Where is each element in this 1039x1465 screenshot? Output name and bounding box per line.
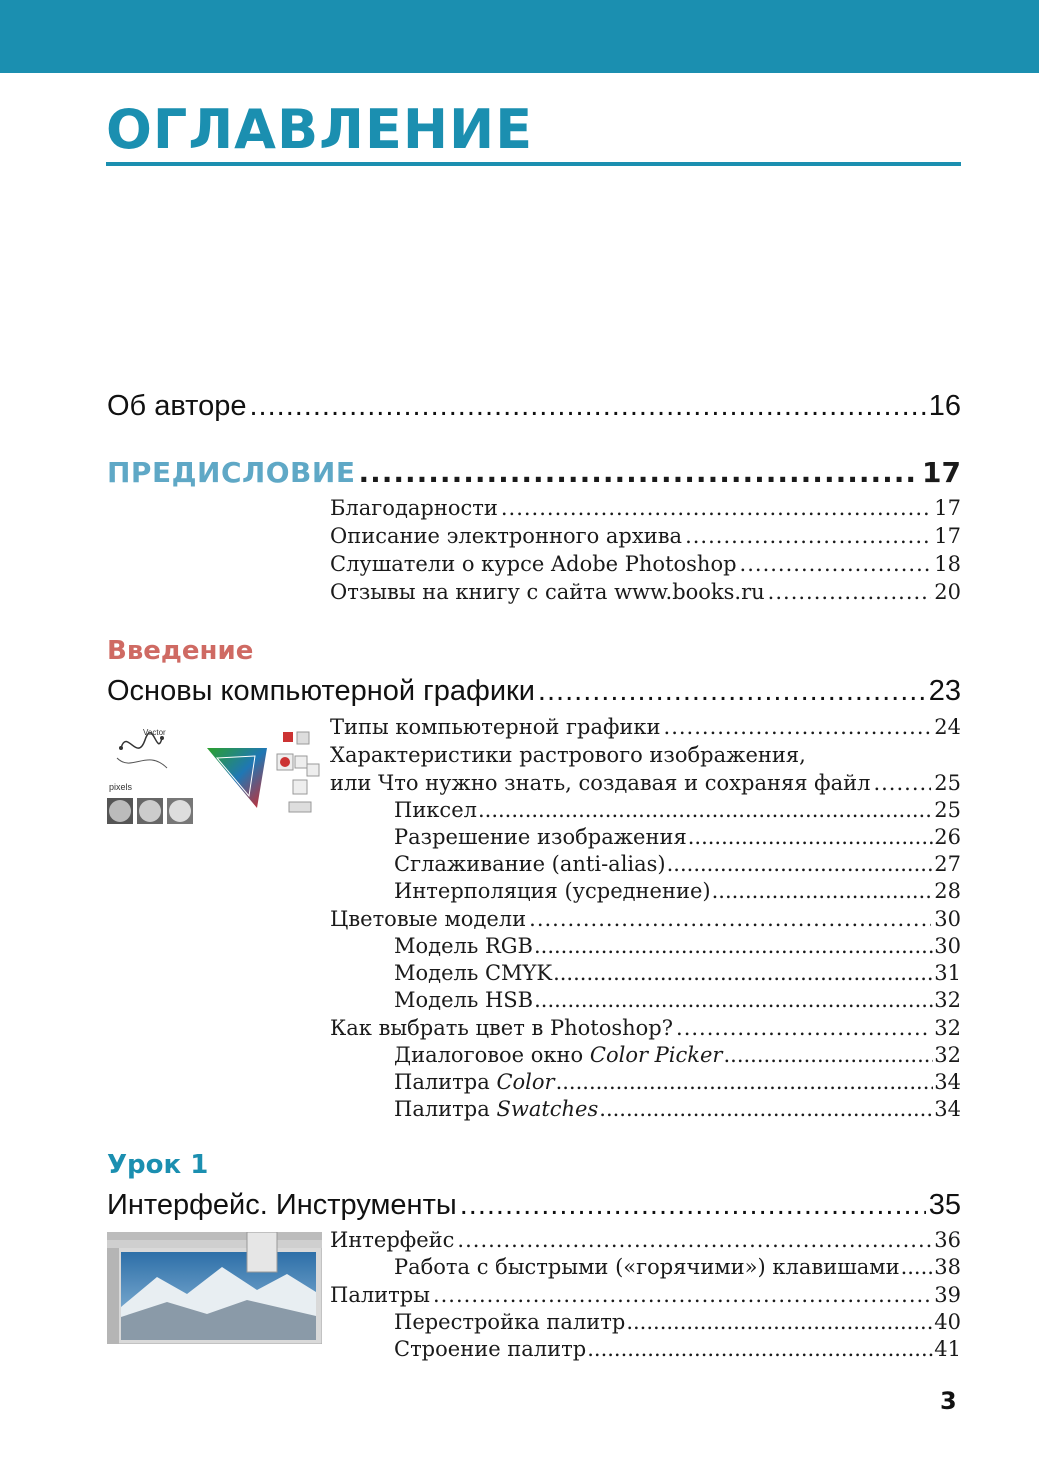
toc-label: Благодарности (330, 496, 498, 520)
toc-leader (556, 1070, 934, 1094)
toc-leader (534, 988, 933, 1012)
graphics-illustration (107, 718, 322, 830)
toc-label: Палитра Swatches (394, 1097, 599, 1121)
toc-label: Модель RGB (394, 934, 533, 958)
toc-page: 17 (922, 456, 961, 489)
toc-label: Описание электронного архива (330, 524, 683, 548)
toc-leader (534, 934, 933, 958)
toc-entry[interactable] (394, 1070, 961, 1094)
toc-page: 23 (928, 675, 961, 707)
toc-page: 32 (934, 1043, 961, 1067)
toc-leader (553, 961, 933, 985)
toc-entry[interactable] (330, 580, 961, 604)
toc-entry[interactable] (394, 879, 961, 903)
toc-leader (688, 825, 934, 849)
toc-leader (901, 1255, 934, 1279)
toc-entry-intro-title[interactable] (107, 675, 961, 708)
toc-entry[interactable] (330, 907, 961, 931)
toc-leader (667, 852, 934, 876)
toc-leader (538, 675, 926, 708)
toc-leader (626, 1310, 933, 1334)
toc-label: Об авторе (107, 390, 247, 422)
toc-leader (358, 456, 919, 489)
toc-label: или Что нужно знать, создавая и сохраняя файл (330, 771, 871, 795)
lesson1-figure (107, 1232, 322, 1344)
toc-page: 16 (928, 390, 961, 422)
page-title: ОГЛАВЛЕНИЕ (106, 98, 534, 161)
toc-page: 34 (934, 1070, 961, 1094)
toc-leader (457, 1228, 931, 1252)
toc-leader (587, 1337, 933, 1361)
toc-entry-preface[interactable] (107, 456, 961, 489)
toc-page: 35 (928, 1189, 961, 1221)
section-label-lesson1: Урок 1 (107, 1150, 209, 1180)
toc-entry[interactable] (394, 1043, 961, 1067)
toc-entry-about[interactable] (107, 390, 961, 423)
toc-label: Основы компьютерной графики (107, 675, 535, 707)
toc-leader (723, 1043, 933, 1067)
toc-entry[interactable] (394, 798, 961, 822)
toc-label: Палитра Color (394, 1070, 555, 1094)
toc-entry[interactable] (330, 552, 961, 576)
toc-page: 38 (934, 1255, 961, 1279)
toc-entry[interactable] (330, 496, 961, 520)
toc-entry[interactable] (394, 961, 961, 985)
toc-leader (768, 580, 932, 604)
toc-label: Модель CMYK (394, 961, 553, 985)
toc-entry[interactable] (330, 1283, 961, 1307)
top-color-bar (0, 0, 1039, 73)
toc-label: Разрешение изображения (394, 825, 687, 849)
toc-page: 25 (934, 771, 961, 795)
toc-leader (873, 771, 931, 795)
toc-label: Модель HSB (394, 988, 534, 1012)
toc-leader (664, 715, 932, 739)
toc-page: 24 (934, 715, 961, 739)
toc-page: 17 (934, 524, 961, 548)
toc-entry[interactable] (330, 771, 961, 795)
toc-leader (676, 1016, 931, 1040)
toc-entry[interactable] (394, 1310, 961, 1334)
toc-label: Интерфейс (330, 1228, 455, 1252)
toc-page: 39 (934, 1283, 961, 1307)
section-label-intro: Введение (107, 636, 254, 666)
toc-label: Интерфейс. Инструменты (107, 1189, 457, 1221)
toc-entry[interactable] (394, 1097, 961, 1121)
toc-page: 32 (934, 988, 961, 1012)
toc-entry[interactable] (394, 1255, 961, 1279)
pixels-label: pixels (109, 782, 133, 792)
toc-label: Цветовые модели (330, 907, 527, 931)
toc-page: 41 (934, 1337, 961, 1361)
toc-page: 27 (934, 852, 961, 876)
toc-leader (740, 552, 932, 576)
toc-label: Диалоговое окно Color Picker (394, 1043, 723, 1067)
toc-entry[interactable] (330, 1228, 961, 1252)
toc-leader (433, 1283, 931, 1307)
toc-page: 20 (934, 580, 961, 604)
toc-page: 32 (934, 1016, 961, 1040)
toc-label: Строение палитр (394, 1337, 587, 1361)
toc-leader (685, 524, 931, 548)
toc-leader (460, 1189, 926, 1222)
toc-entry-line1: Характеристики растрового изображения, (330, 743, 806, 767)
toc-page: 17 (934, 496, 961, 520)
toc-page: 30 (934, 907, 961, 931)
toc-label: Работа с быстрыми («горячими») клавишами (394, 1255, 900, 1279)
toc-label: Слушатели о курсе Adobe Photoshop (330, 552, 737, 576)
toc-label: ПРЕДИСЛОВИЕ (107, 456, 356, 489)
toc-label: Интерполяция (усреднение) (394, 879, 711, 903)
toc-entry[interactable] (394, 934, 961, 958)
toc-label: Палитры (330, 1283, 430, 1307)
vector-label: Vector (143, 728, 166, 737)
toc-leader (599, 1097, 933, 1121)
toc-entry[interactable] (330, 524, 961, 548)
toc-page: 26 (934, 825, 961, 849)
toc-page: 25 (934, 798, 961, 822)
toc-page: 28 (934, 879, 961, 903)
toc-page: 31 (934, 961, 961, 985)
title-underline (106, 162, 961, 166)
toc-leader (529, 907, 931, 931)
toc-page: 30 (934, 934, 961, 958)
toc-leader (478, 798, 933, 822)
toc-entry-lesson1-title[interactable] (107, 1189, 961, 1222)
toc-page: 36 (934, 1228, 961, 1252)
photoshop-interface-screenshot (107, 1232, 322, 1344)
toc-entry[interactable] (394, 825, 961, 849)
toc-label: Сглаживание (anti-alias) (394, 852, 666, 876)
toc-label: Отзывы на книгу с сайта www.books.ru (330, 580, 765, 604)
toc-page: 18 (934, 552, 961, 576)
toc-label: Пиксел (394, 798, 477, 822)
toc-leader (712, 879, 934, 903)
toc-label: Как выбрать цвет в Photoshop? (330, 1016, 674, 1040)
toc-entry[interactable] (330, 1016, 961, 1040)
toc-label: Типы компьютерной графики (330, 715, 661, 739)
page-number: 3 (940, 1387, 957, 1415)
toc-leader (501, 496, 931, 520)
toc-label: Перестройка палитр (394, 1310, 626, 1334)
toc-entry[interactable] (330, 715, 961, 739)
toc-page: 34 (934, 1097, 961, 1121)
toc-entry[interactable] (394, 988, 961, 1012)
intro-figure (107, 718, 322, 830)
toc-entry[interactable] (394, 1337, 961, 1361)
toc-page: 40 (934, 1310, 961, 1334)
toc-entry[interactable] (394, 852, 961, 876)
toc-leader (249, 390, 925, 423)
